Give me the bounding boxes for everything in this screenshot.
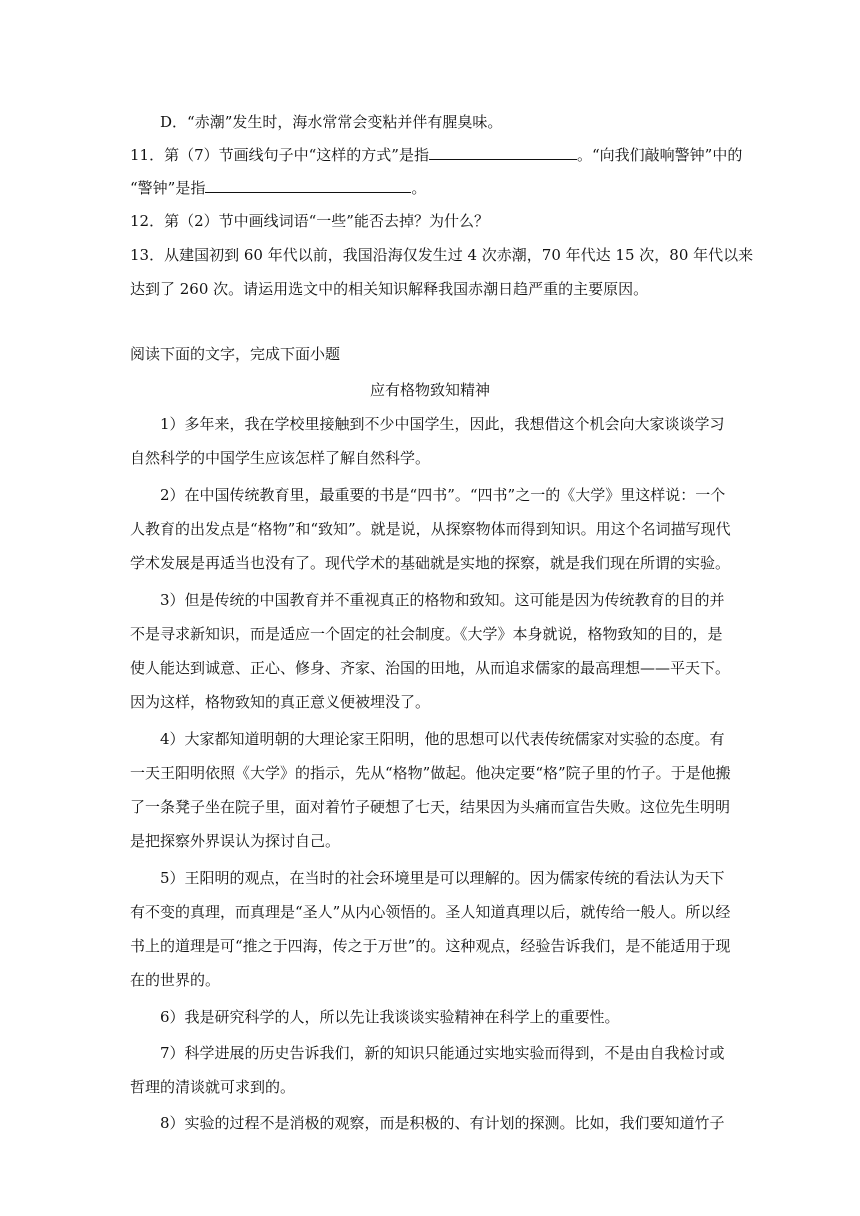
question-13-line-1: 13．从建国初到 60 年代以前，我国沿海仅发生过 4 次赤潮，70 年代达 15 次，80 年代以来 xyxy=(130,246,754,264)
article-line: 6）我是研究科学的人，所以先让我谈谈实验精神在科学上的重要性。 xyxy=(160,1008,620,1026)
question-11-text-d: 。 xyxy=(411,179,427,197)
question-12: 12．第（2）节中画线词语“一些”能否去掉？为什么？ xyxy=(130,212,489,230)
article-line: 有不变的真理，而真理是“圣人”从内心领悟的。圣人知道真理以后，就传给一般人。所以经 xyxy=(130,903,731,921)
answer-blank-2[interactable] xyxy=(205,178,411,193)
question-11-text-c: “警钟”是指 xyxy=(130,179,206,197)
answer-blank-1[interactable] xyxy=(429,145,577,160)
article-line: 不是寻求新知识，而是适应一个固定的社会制度。《大学》本身就说，格物致知的目的，是 xyxy=(130,625,723,643)
question-11-text-b: 。“向我们敲响警钟”中的 xyxy=(576,146,743,164)
question-11-line-2 xyxy=(130,178,730,198)
article-line: 1）多年来，我在学校里接触到不少中国学生，因此，我想借这个机会向大家谈谈学习 xyxy=(160,415,725,433)
article-line: 是把探察外界误认为探讨自己。 xyxy=(130,832,341,850)
article-line: 5）王阳明的观点，在当时的社会环境里是可以理解的。因为儒家传统的看法认为天下 xyxy=(160,869,725,887)
article-line: 书上的道理是可“推之于四海，传之于万世”的。这种观点，经验告诉我们，是不能适用于现 xyxy=(130,937,731,955)
question-11-line-1 xyxy=(130,145,743,165)
article-line: 在的世界的。 xyxy=(130,971,221,989)
article-line: 因为这样，格物致知的真正意义便被埋没了。 xyxy=(130,693,431,711)
article-line: 4）大家都知道明朝的大理论家王阳明，他的思想可以代表传统儒家对实验的态度。有 xyxy=(160,730,725,748)
question-13-line-2: 达到了 260 次。请运用选文中的相关知识解释我国赤潮日趋严重的主要原因。 xyxy=(130,280,649,298)
article-line: 哲理的清谈就可求到的。 xyxy=(130,1078,296,1096)
article-line: 了一条凳子坐在院子里，面对着竹子硬想了七天，结果因为头痛而宣告失败。这位先生明明 xyxy=(130,798,731,816)
article-line: 2）在中国传统教育里，最重要的书是“四书”。“四书”之一的《大学》里这样说：一个 xyxy=(160,486,726,504)
option-d: D．“赤潮”发生时，海水常常会变粘并伴有腥臭味。 xyxy=(160,113,503,131)
article-line: 自然科学的中国学生应该怎样了解自然科学。 xyxy=(130,449,431,467)
article-line: 7）科学进展的历史告诉我们，新的知识只能通过实地实验而得到，不是由自我检讨或 xyxy=(160,1044,725,1062)
article-line: 人教育的出发点是“格物”和“致知”。就是说，从探察物体而得到知识。用这个名词描写现代 xyxy=(130,520,731,538)
article-line: 使人能达到诚意、正心、修身、齐家、治国的田地，从而追求儒家的最高理想——平天下。 xyxy=(130,659,731,677)
article-line: 学术发展是再适当也没有了。现代学术的基础就是实地的探察，就是我们现在所谓的实验。 xyxy=(130,554,731,572)
article-line: 一天王阳明依照《大学》的指示，先从“格物”做起。他决定要“格”院子里的竹子。于是他搬 xyxy=(130,764,731,782)
article-line: 8）实验的过程不是消极的观察，而是积极的、有计划的探测。比如，我们要知道竹子 xyxy=(160,1114,725,1132)
article-line: 3）但是传统的中国教育并不重视真正的格物和致知。这可能是因为传统教育的目的并 xyxy=(160,591,725,609)
question-11-text-a: 11．第（7）节画线句子中“这样的方式”是指 xyxy=(130,146,429,164)
reading-instruction: 阅读下面的文字，完成下面小题 xyxy=(130,345,341,363)
article-title: 应有格物致知精神 xyxy=(369,381,490,399)
